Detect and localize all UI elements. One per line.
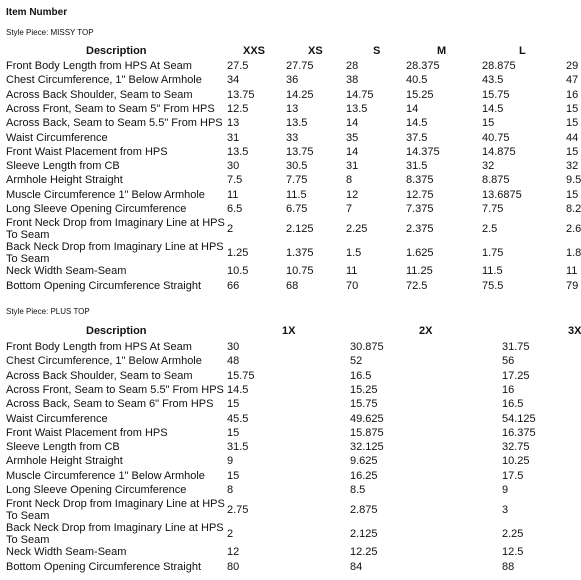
row-value: 7.75 xyxy=(482,203,504,215)
row-value: 2.25 xyxy=(346,223,368,236)
row-value: 8.2 xyxy=(566,203,581,215)
row-value: 54.125 xyxy=(502,412,536,425)
row-value: 37.5 xyxy=(406,131,428,144)
row-value: 38 xyxy=(346,74,359,87)
row-value: 9.5 xyxy=(566,174,581,187)
row-description: Across Back Shoulder, Seam to Seam xyxy=(6,369,193,382)
row-description: Front Waist Placement from HPS xyxy=(6,145,168,158)
row-value: 15.25 xyxy=(406,88,434,101)
row-value: 13.75 xyxy=(286,145,314,158)
row-value: 15 xyxy=(566,117,579,130)
row-value: 14.375 xyxy=(406,145,440,158)
row-description: Muscle Circumference 1" Below Armhole xyxy=(6,469,205,482)
row-value: 40.75 xyxy=(482,131,510,144)
row-value: 2 xyxy=(227,528,234,541)
row-value: 2.375 xyxy=(406,223,434,236)
row-value: 8 xyxy=(227,484,234,496)
row-value: 28 xyxy=(346,60,359,72)
row-description: Across Back, Seam to Seam 6" From HPS xyxy=(6,398,214,411)
row-description: Front Body Length from HPS At Seam xyxy=(6,60,192,72)
row-value: 88 xyxy=(502,560,515,573)
row-value: 68 xyxy=(286,279,299,292)
row-value: 52 xyxy=(350,355,363,368)
row-value: 6.75 xyxy=(286,203,308,215)
row-value: 2.6 xyxy=(566,223,581,236)
header-size: XXS xyxy=(243,45,266,57)
row-value: 35 xyxy=(346,131,359,144)
row-value: 2.125 xyxy=(286,223,314,236)
row-description: Sleeve Length from CB xyxy=(6,160,120,173)
row-description: Bottom Opening Circumference Straight xyxy=(6,560,202,573)
row-value: 16 xyxy=(566,88,579,101)
row-value: 10.5 xyxy=(227,265,249,278)
row-value: 1.625 xyxy=(406,247,434,260)
row-value: 45.5 xyxy=(227,412,249,425)
row-value: 12.75 xyxy=(406,188,434,201)
row-value: 13.75 xyxy=(227,88,255,101)
row-value: 30.5 xyxy=(286,160,308,173)
row-value: 28.375 xyxy=(406,60,440,72)
header-description: Description xyxy=(86,45,147,57)
row-value: 13.6875 xyxy=(482,188,522,201)
row-value: 17.5 xyxy=(502,469,524,482)
row-value: 30 xyxy=(227,160,240,173)
row-value: 8.375 xyxy=(406,174,434,187)
row-value: 17.25 xyxy=(502,369,530,382)
row-value: 15 xyxy=(227,426,240,439)
missy-style-label: Style Piece: MISSY TOP xyxy=(6,28,94,37)
row-value: 11.5 xyxy=(286,188,307,201)
row-value: 1.75 xyxy=(482,247,504,260)
row-value: 14.75 xyxy=(346,88,374,101)
row-description: Waist Circumference xyxy=(6,412,108,425)
row-value: 6.5 xyxy=(227,203,243,215)
item-number-heading: Item Number xyxy=(6,7,68,18)
row-value: 2.5 xyxy=(482,223,498,236)
row-value: 7.75 xyxy=(286,174,308,187)
row-description: Sleeve Length from CB xyxy=(6,441,120,454)
row-value: 79 xyxy=(566,279,579,292)
row-value: 32.75 xyxy=(502,441,530,454)
row-description: Across Front, Seam to Seam 5.5" From HPS xyxy=(6,383,224,396)
row-value: 8 xyxy=(346,174,353,187)
row-value: 32 xyxy=(566,160,579,173)
row-description: Across Back, Seam to Seam 5.5" From HPS xyxy=(6,117,223,130)
row-value: 14 xyxy=(406,102,419,115)
row-value: 16.5 xyxy=(350,369,372,382)
row-value: 11 xyxy=(566,265,578,278)
row-value: 11 xyxy=(346,265,358,278)
header-size: 1X xyxy=(282,325,296,337)
row-description: Armhole Height Straight xyxy=(6,455,123,468)
row-value: 56 xyxy=(502,355,515,368)
header-size: XS xyxy=(308,45,323,57)
row-value: 13.5 xyxy=(346,102,368,115)
row-value: 9 xyxy=(227,455,234,468)
row-value: 2.25 xyxy=(502,528,524,541)
row-value: 70 xyxy=(346,279,359,292)
row-value: 15.25 xyxy=(350,383,378,396)
row-value: 1.5 xyxy=(346,247,362,260)
row-value: 1.375 xyxy=(286,247,314,260)
row-value: 7.375 xyxy=(406,203,434,215)
row-description: Long Sleeve Opening Circumference xyxy=(6,484,187,496)
row-value: 49.625 xyxy=(350,412,384,425)
row-value: 14.5 xyxy=(227,383,249,396)
row-value: 8.875 xyxy=(482,174,510,187)
row-value: 15 xyxy=(566,102,579,115)
row-value: 27.5 xyxy=(227,60,249,72)
header-size: 3X xyxy=(568,325,581,337)
row-value: 40.5 xyxy=(406,74,428,87)
header-size: S xyxy=(373,45,381,57)
row-value: 14 xyxy=(346,117,359,130)
row-value: 16.5 xyxy=(502,398,524,411)
row-value: 31.5 xyxy=(406,160,428,173)
row-value: 14.25 xyxy=(286,88,314,101)
row-value: 7 xyxy=(346,203,353,215)
row-value: 12.25 xyxy=(350,546,378,559)
row-value: 32.125 xyxy=(350,441,384,454)
row-value: 30.875 xyxy=(350,341,384,353)
row-value: 31 xyxy=(227,131,240,144)
row-value: 44 xyxy=(566,131,579,144)
row-value: 36 xyxy=(286,74,299,87)
row-value: 13 xyxy=(227,117,240,130)
row-value: 15 xyxy=(566,188,579,201)
row-value: 16.375 xyxy=(502,426,536,439)
row-value: 15.75 xyxy=(350,398,378,411)
row-value: 15.75 xyxy=(482,88,510,101)
row-description: Front Body Length from HPS At Seam xyxy=(6,341,192,353)
row-value: 12.5 xyxy=(227,102,249,115)
row-value: 72.5 xyxy=(406,279,428,292)
row-value: 1.8 xyxy=(566,247,581,260)
row-value: 12 xyxy=(227,546,240,559)
row-value: 15 xyxy=(227,398,240,411)
row-value: 2.75 xyxy=(227,504,249,517)
row-value: 32 xyxy=(482,160,495,173)
row-description: Neck Width Seam-Seam xyxy=(6,546,127,559)
row-value: 13 xyxy=(286,102,299,115)
row-description: Back Neck Drop from Imaginary Line at HPS To Seam xyxy=(6,522,224,547)
header-description: Description xyxy=(86,325,147,337)
row-value: 14.5 xyxy=(482,102,504,115)
header-size: 2X xyxy=(419,325,433,337)
row-value: 10.75 xyxy=(286,265,314,278)
row-value: 15 xyxy=(227,469,240,482)
row-description: Front Waist Placement from HPS xyxy=(6,426,168,439)
row-value: 9.625 xyxy=(350,455,378,468)
header-size: L xyxy=(519,45,526,57)
row-value: 12.5 xyxy=(502,546,524,559)
row-value: 15 xyxy=(566,145,579,158)
row-value: 28.875 xyxy=(482,60,516,72)
row-description: Front Neck Drop from Imaginary Line at HPS To Seam xyxy=(6,217,225,242)
plus-style-label: Style Piece: PLUS TOP xyxy=(6,307,90,316)
row-value: 75.5 xyxy=(482,279,504,292)
row-value: 8.5 xyxy=(350,484,366,496)
row-value: 11.25 xyxy=(406,265,433,278)
row-description: Chest Circumference, 1" Below Armhole xyxy=(6,355,202,368)
row-value: 11 xyxy=(227,188,239,201)
row-value: 66 xyxy=(227,279,240,292)
row-description: Armhole Height Straight xyxy=(6,174,123,187)
row-value: 80 xyxy=(227,560,240,573)
row-value: 13.5 xyxy=(286,117,308,130)
row-value: 10.25 xyxy=(502,455,530,468)
row-value: 31 xyxy=(346,160,359,173)
row-value: 1.25 xyxy=(227,247,249,260)
row-value: 2.125 xyxy=(350,528,378,541)
row-value: 15.75 xyxy=(227,369,255,382)
row-description: Across Back Shoulder, Seam to Seam xyxy=(6,88,193,101)
row-value: 13.5 xyxy=(227,145,249,158)
row-value: 15 xyxy=(482,117,495,130)
row-description: Waist Circumference xyxy=(6,131,108,144)
row-value: 43.5 xyxy=(482,74,504,87)
row-description: Across Front, Seam to Seam 5" From HPS xyxy=(6,102,215,115)
row-description: Muscle Circumference 1" Below Armhole xyxy=(6,188,205,201)
row-value: 14.5 xyxy=(406,117,428,130)
row-description: Back Neck Drop from Imaginary Line at HPS To Seam xyxy=(6,241,224,266)
header-size: M xyxy=(437,45,447,57)
row-value: 30 xyxy=(227,341,240,353)
row-description: Front Neck Drop from Imaginary Line at HPS To Seam xyxy=(6,498,225,523)
row-value: 34 xyxy=(227,74,240,87)
row-value: 48 xyxy=(227,355,240,368)
row-value: 15.875 xyxy=(350,426,384,439)
row-value: 84 xyxy=(350,560,363,573)
row-value: 2.875 xyxy=(350,504,378,517)
row-value: 47 xyxy=(566,74,579,87)
row-value: 3 xyxy=(502,504,509,517)
row-value: 33 xyxy=(286,131,299,144)
row-value: 27.75 xyxy=(286,60,314,72)
row-value: 29 xyxy=(566,60,579,72)
row-value: 11.5 xyxy=(482,265,503,278)
row-value: 2 xyxy=(227,223,234,236)
row-value: 12 xyxy=(346,188,359,201)
row-value: 14.875 xyxy=(482,145,516,158)
row-description: Chest Circumference, 1" Below Armhole xyxy=(6,74,202,87)
row-description: Neck Width Seam-Seam xyxy=(6,265,127,278)
row-description: Long Sleeve Opening Circumference xyxy=(6,203,187,215)
row-value: 9 xyxy=(502,484,509,496)
row-value: 14 xyxy=(346,145,359,158)
row-value: 16.25 xyxy=(350,469,378,482)
row-value: 31.75 xyxy=(502,341,530,353)
row-value: 16 xyxy=(502,383,515,396)
row-value: 31.5 xyxy=(227,441,249,454)
row-description: Bottom Opening Circumference Straight xyxy=(6,279,202,292)
row-value: 7.5 xyxy=(227,174,243,187)
